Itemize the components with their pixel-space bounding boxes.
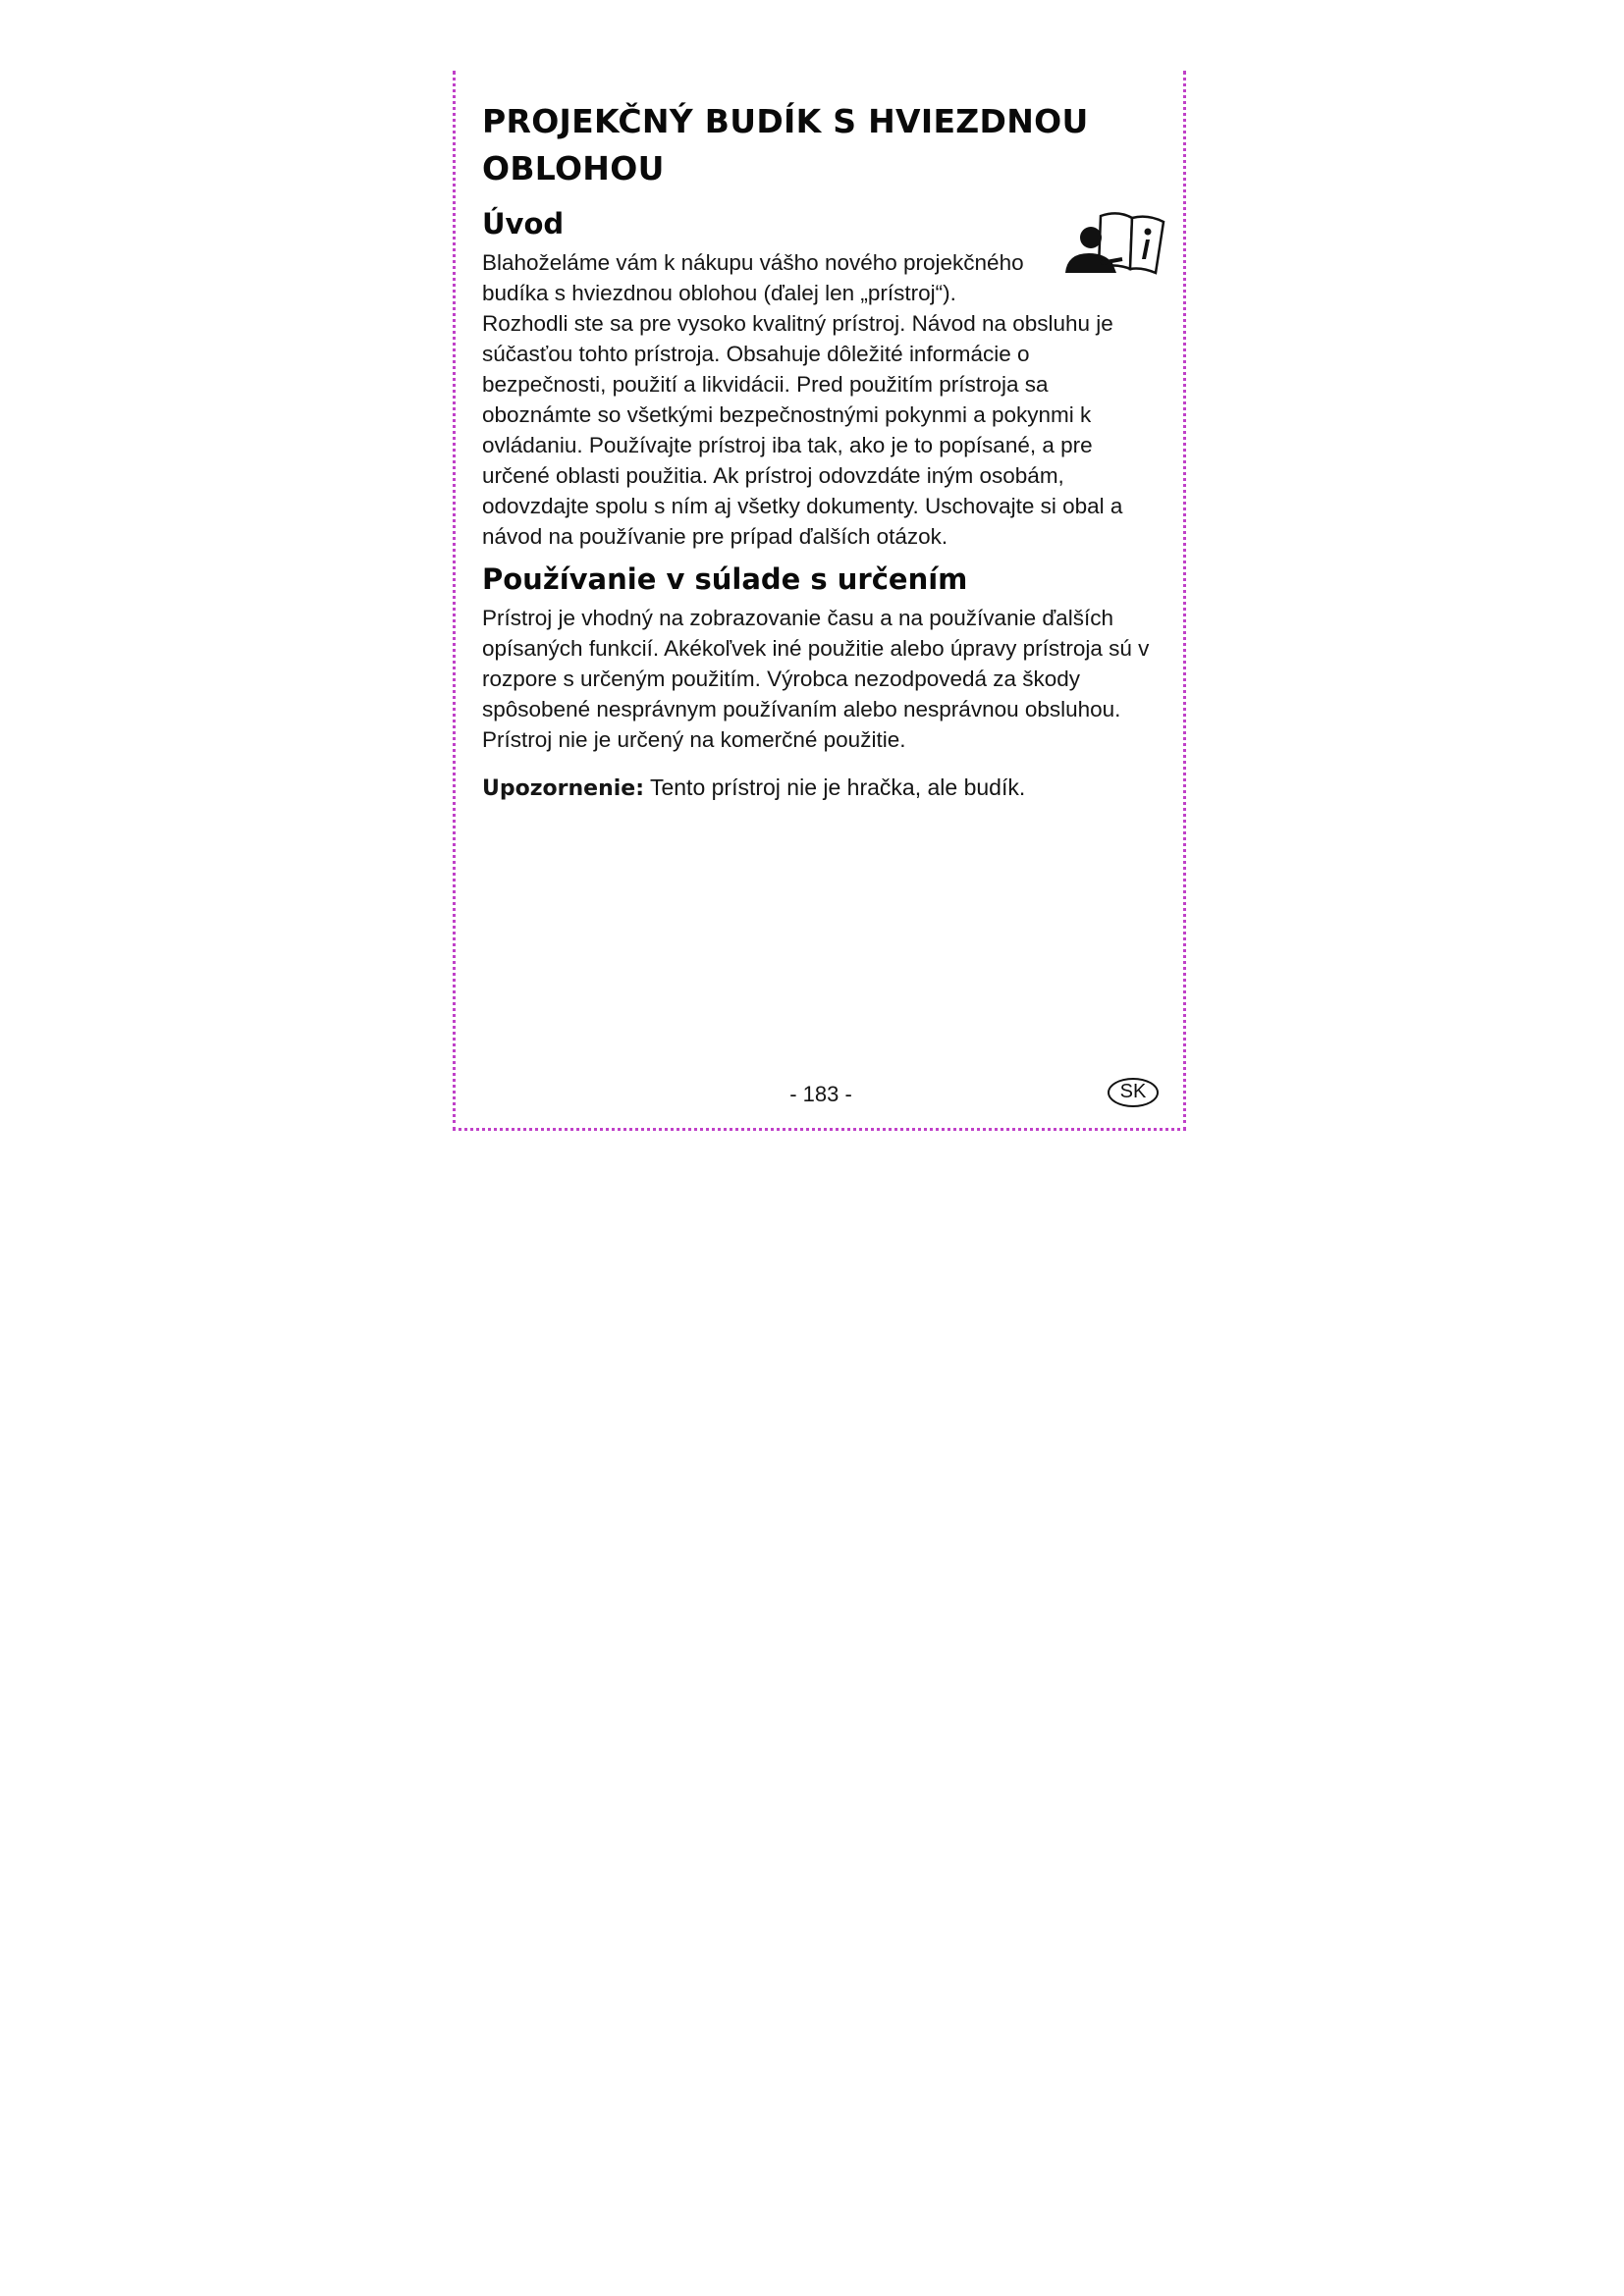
section-heading-intended-use: Používanie v súlade s určením [482,562,968,596]
intro-paragraph-1: Blahoželáme vám k nákupu vášho nového projekčného budíka s hviezdnou oblohou (ďalej len „prístroj“). [482,250,1024,305]
warning-note [482,773,1160,804]
read-instructions-icon [1061,208,1165,287]
intended-use-section [482,561,1160,755]
document-title: PROJEKČNÝ BUDÍK S HVIEZDNOU OBLOHOU [482,102,1089,187]
page-number: - 183 - [789,1082,852,1106]
section-heading-intro: Úvod [482,207,565,240]
warning-note-text: Tento prístroj nie je hračka, ale budík. [644,774,1026,800]
language-badge: SK [1108,1078,1159,1107]
intro-paragraph-2: Rozhodli ste sa pre vysoko kvalitný prístroj. Návod na obsluhu je súčasťou tohto prístroja. Obsahuje dôležité informácie o bezpečnosti, použití a likvidácii. Pred použitím prístroja sa oboznámte so všetkými bezpečnostnými pokynmi a pokynmi k ovládaniu. Používajte prístroj iba tak, ako je to popísané, a pre určené oblasti použitia. Ak prístroj odovzdáte iným osobám, odovzdajte spolu s ním aj všetky dokumenty. Uschovajte si obal a návod na používanie pre prípad ďalších otázok. [482,311,1123,549]
warning-note-label: Upozornenie: [482,776,644,801]
section-spacer [482,552,1160,561]
intro-section [482,206,1160,552]
document-content [482,98,1160,827]
intended-use-paragraph: Prístroj je vhodný na zobrazovanie času a na používanie ďalších opísaných funkcií. Akékoľvek iné použitie alebo úpravy prístroja sú v rozpore s určeným použitím. Výrobca nezodpovedá za škody spôsobené nesprávnym používaním alebo nesprávnou obsluhou. Prístroj nie je určený na komerčné použitie. [482,606,1150,752]
